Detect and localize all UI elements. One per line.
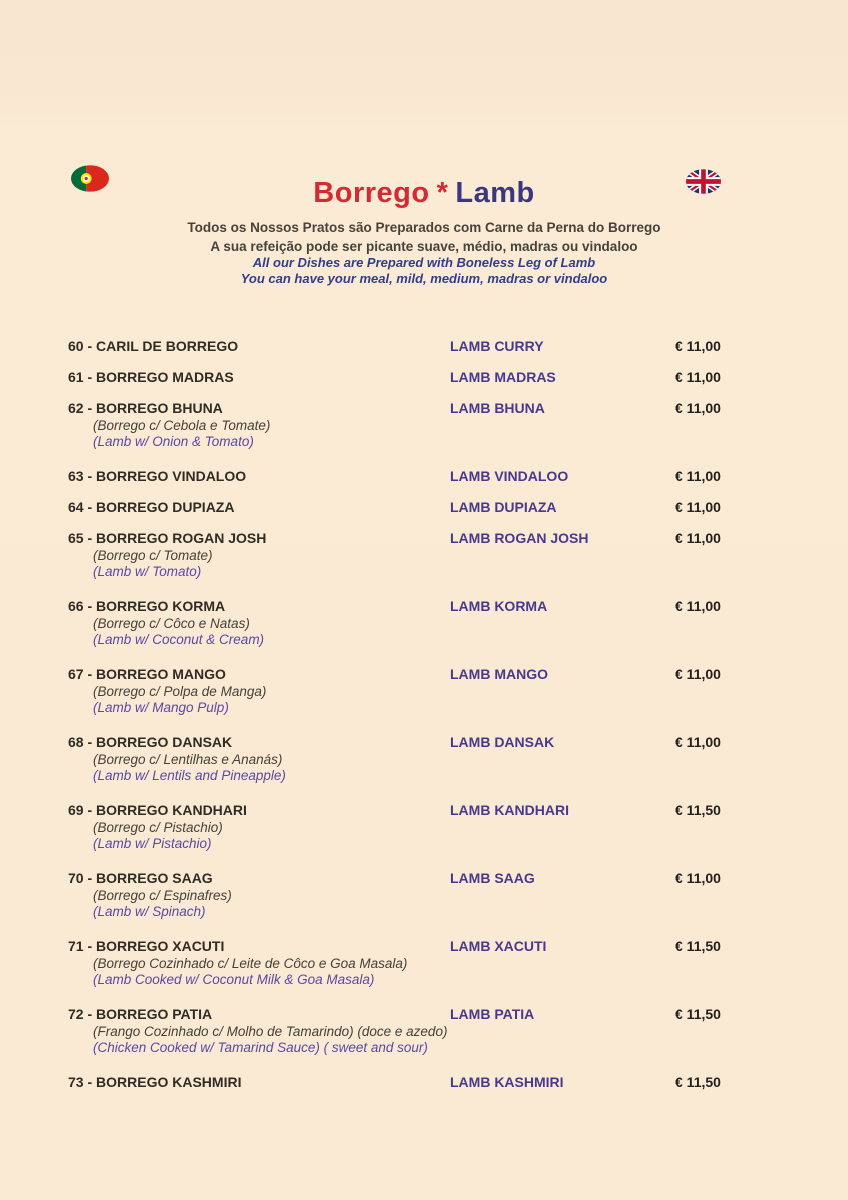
item-name-portuguese: 70 - BORREGO SAAG: [68, 870, 213, 886]
item-price: € 11,50: [675, 802, 721, 818]
title-english: Lamb: [455, 177, 535, 209]
menu-item: [68, 400, 808, 450]
item-description-english: (Lamb w/ Pistachio): [93, 836, 212, 851]
item-name-portuguese: 72 - BORREGO PATIA: [68, 1006, 213, 1022]
item-name-english: LAMB DUPIAZA: [450, 499, 557, 515]
item-description-english: (Lamb Cooked w/ Coconut Milk & Goa Masala): [93, 972, 375, 987]
item-price: € 11,00: [675, 338, 721, 354]
item-name-english: LAMB VINDALOO: [450, 468, 569, 484]
item-price: € 11,00: [675, 734, 721, 750]
menu-item-row: [68, 369, 808, 386]
subtitle-portuguese: [0, 219, 848, 256]
item-name-portuguese: 64 - BORREGO DUPIAZA: [68, 499, 235, 515]
item-name-english: LAMB DANSAK: [450, 734, 555, 750]
title-portuguese: Borrego: [313, 177, 430, 209]
item-price: € 11,00: [675, 870, 721, 886]
item-description-english: (Lamb w/ Spinach): [93, 904, 206, 919]
item-name-portuguese: 61 - BORREGO MADRAS: [68, 369, 234, 385]
item-price: € 11,00: [675, 598, 721, 614]
item-description-english: (Lamb w/ Tomato): [93, 564, 202, 579]
item-price: € 11,50: [675, 1074, 721, 1090]
menu-item: [68, 338, 808, 355]
item-description-english: (Chicken Cooked w/ Tamarind Sauce) ( sweet and sour): [93, 1040, 428, 1055]
item-name-portuguese: 63 - BORREGO VINDALOO: [68, 468, 247, 484]
menu-item-row: [68, 598, 808, 615]
item-description-portuguese: (Borrego c/ Espinafres): [93, 888, 232, 903]
note-en-line2: You can have your meal, mild, medium, madras or vindaloo: [240, 271, 608, 286]
menu-item-row: [68, 666, 808, 683]
item-name-english: LAMB MANGO: [450, 666, 548, 682]
item-name-english: LAMB XACUTI: [450, 938, 547, 954]
menu-item: [68, 734, 808, 784]
menu-item: [68, 938, 808, 988]
item-description-portuguese: (Borrego c/ Cebola e Tomate): [93, 418, 271, 433]
note-en-line1: All our Dishes are Prepared with Boneless Leg of Lamb: [252, 255, 596, 270]
menu-item-row: [68, 400, 808, 417]
item-name-english: LAMB PATIA: [450, 1006, 535, 1022]
menu-item-row: [68, 1074, 808, 1091]
menu-item: [68, 468, 808, 485]
item-name-portuguese: 60 - CARIL DE BORREGO: [68, 338, 239, 354]
item-name-portuguese: 67 - BORREGO MANGO: [68, 666, 226, 682]
item-name-portuguese: 73 - BORREGO KASHMIRI: [68, 1074, 242, 1090]
menu-item: [68, 598, 808, 648]
item-price: € 11,00: [675, 468, 721, 484]
menu-item-row: [68, 530, 808, 547]
note-english: [0, 255, 848, 287]
menu-item: [68, 1074, 808, 1091]
item-name-english: LAMB KANDHARI: [450, 802, 569, 818]
item-name-portuguese: 68 - BORREGO DANSAK: [68, 734, 233, 750]
item-description-portuguese: (Borrego Cozinhado c/ Leite de Côco e Goa Masala): [93, 956, 408, 971]
item-description-portuguese: (Borrego c/ Côco e Natas): [93, 616, 250, 631]
item-description-portuguese: (Frango Cozinhado c/ Molho de Tamarindo) (doce e azedo): [93, 1024, 448, 1039]
item-name-english: LAMB CURRY: [450, 338, 544, 354]
menu-item-row: [68, 499, 808, 516]
menu-item: [68, 802, 808, 852]
item-description-english: (Lamb w/ Onion & Tomato): [93, 434, 254, 449]
item-description-english: (Lamb w/ Mango Pulp): [93, 700, 229, 715]
page-title: [0, 176, 848, 210]
item-name-portuguese: 71 - BORREGO XACUTI: [68, 938, 225, 954]
menu-item: [68, 666, 808, 716]
item-price: € 11,00: [675, 666, 721, 682]
menu-item: [68, 499, 808, 516]
subtitle-pt-line2: A sua refeição pode ser picante suave, médio, madras ou vindaloo: [210, 238, 638, 254]
menu-item-row: [68, 468, 808, 485]
item-name-english: LAMB KASHMIRI: [450, 1074, 564, 1090]
item-name-english: LAMB SAAG: [450, 870, 535, 886]
title-separator: *: [436, 177, 449, 209]
item-price: € 11,50: [675, 1006, 721, 1022]
item-name-portuguese: 66 - BORREGO KORMA: [68, 598, 226, 614]
item-description-portuguese: (Borrego c/ Polpa de Manga): [93, 684, 267, 699]
subtitle-pt-line1: Todos os Nossos Pratos são Preparados com Carne da Perna do Borrego: [187, 220, 661, 235]
menu-item-row: [68, 338, 808, 355]
item-description-portuguese: (Borrego c/ Lentilhas e Ananás): [93, 752, 283, 767]
item-name-portuguese: 62 - BORREGO BHUNA: [68, 400, 223, 416]
item-description-english: (Lamb w/ Coconut & Cream): [93, 632, 265, 647]
item-price: € 11,00: [675, 400, 721, 416]
menu-item-row: [68, 734, 808, 751]
menu-item: [68, 1006, 808, 1056]
menu-item: [68, 870, 808, 920]
item-description-english: (Lamb w/ Lentils and Pineapple): [93, 768, 286, 783]
menu-item-row: [68, 938, 808, 955]
menu-item-row: [68, 802, 808, 819]
menu-item: [68, 530, 808, 580]
item-price: € 11,50: [675, 938, 721, 954]
menu-item-row: [68, 870, 808, 887]
item-name-english: LAMB ROGAN JOSH: [450, 530, 589, 546]
item-price: € 11,00: [675, 530, 721, 546]
item-description-portuguese: (Borrego c/ Tomate): [93, 548, 213, 563]
menu-list: [68, 338, 808, 1105]
item-name-english: LAMB BHUNA: [450, 400, 545, 416]
item-name-portuguese: 69 - BORREGO KANDHARI: [68, 802, 247, 818]
menu-item-row: [68, 1006, 808, 1023]
item-name-english: LAMB MADRAS: [450, 369, 556, 385]
item-name-english: LAMB KORMA: [450, 598, 548, 614]
item-name-portuguese: 65 - BORREGO ROGAN JOSH: [68, 530, 267, 546]
menu-item: [68, 369, 808, 386]
item-description-portuguese: (Borrego c/ Pistachio): [93, 820, 223, 835]
item-price: € 11,00: [675, 369, 721, 385]
item-price: € 11,00: [675, 499, 721, 515]
